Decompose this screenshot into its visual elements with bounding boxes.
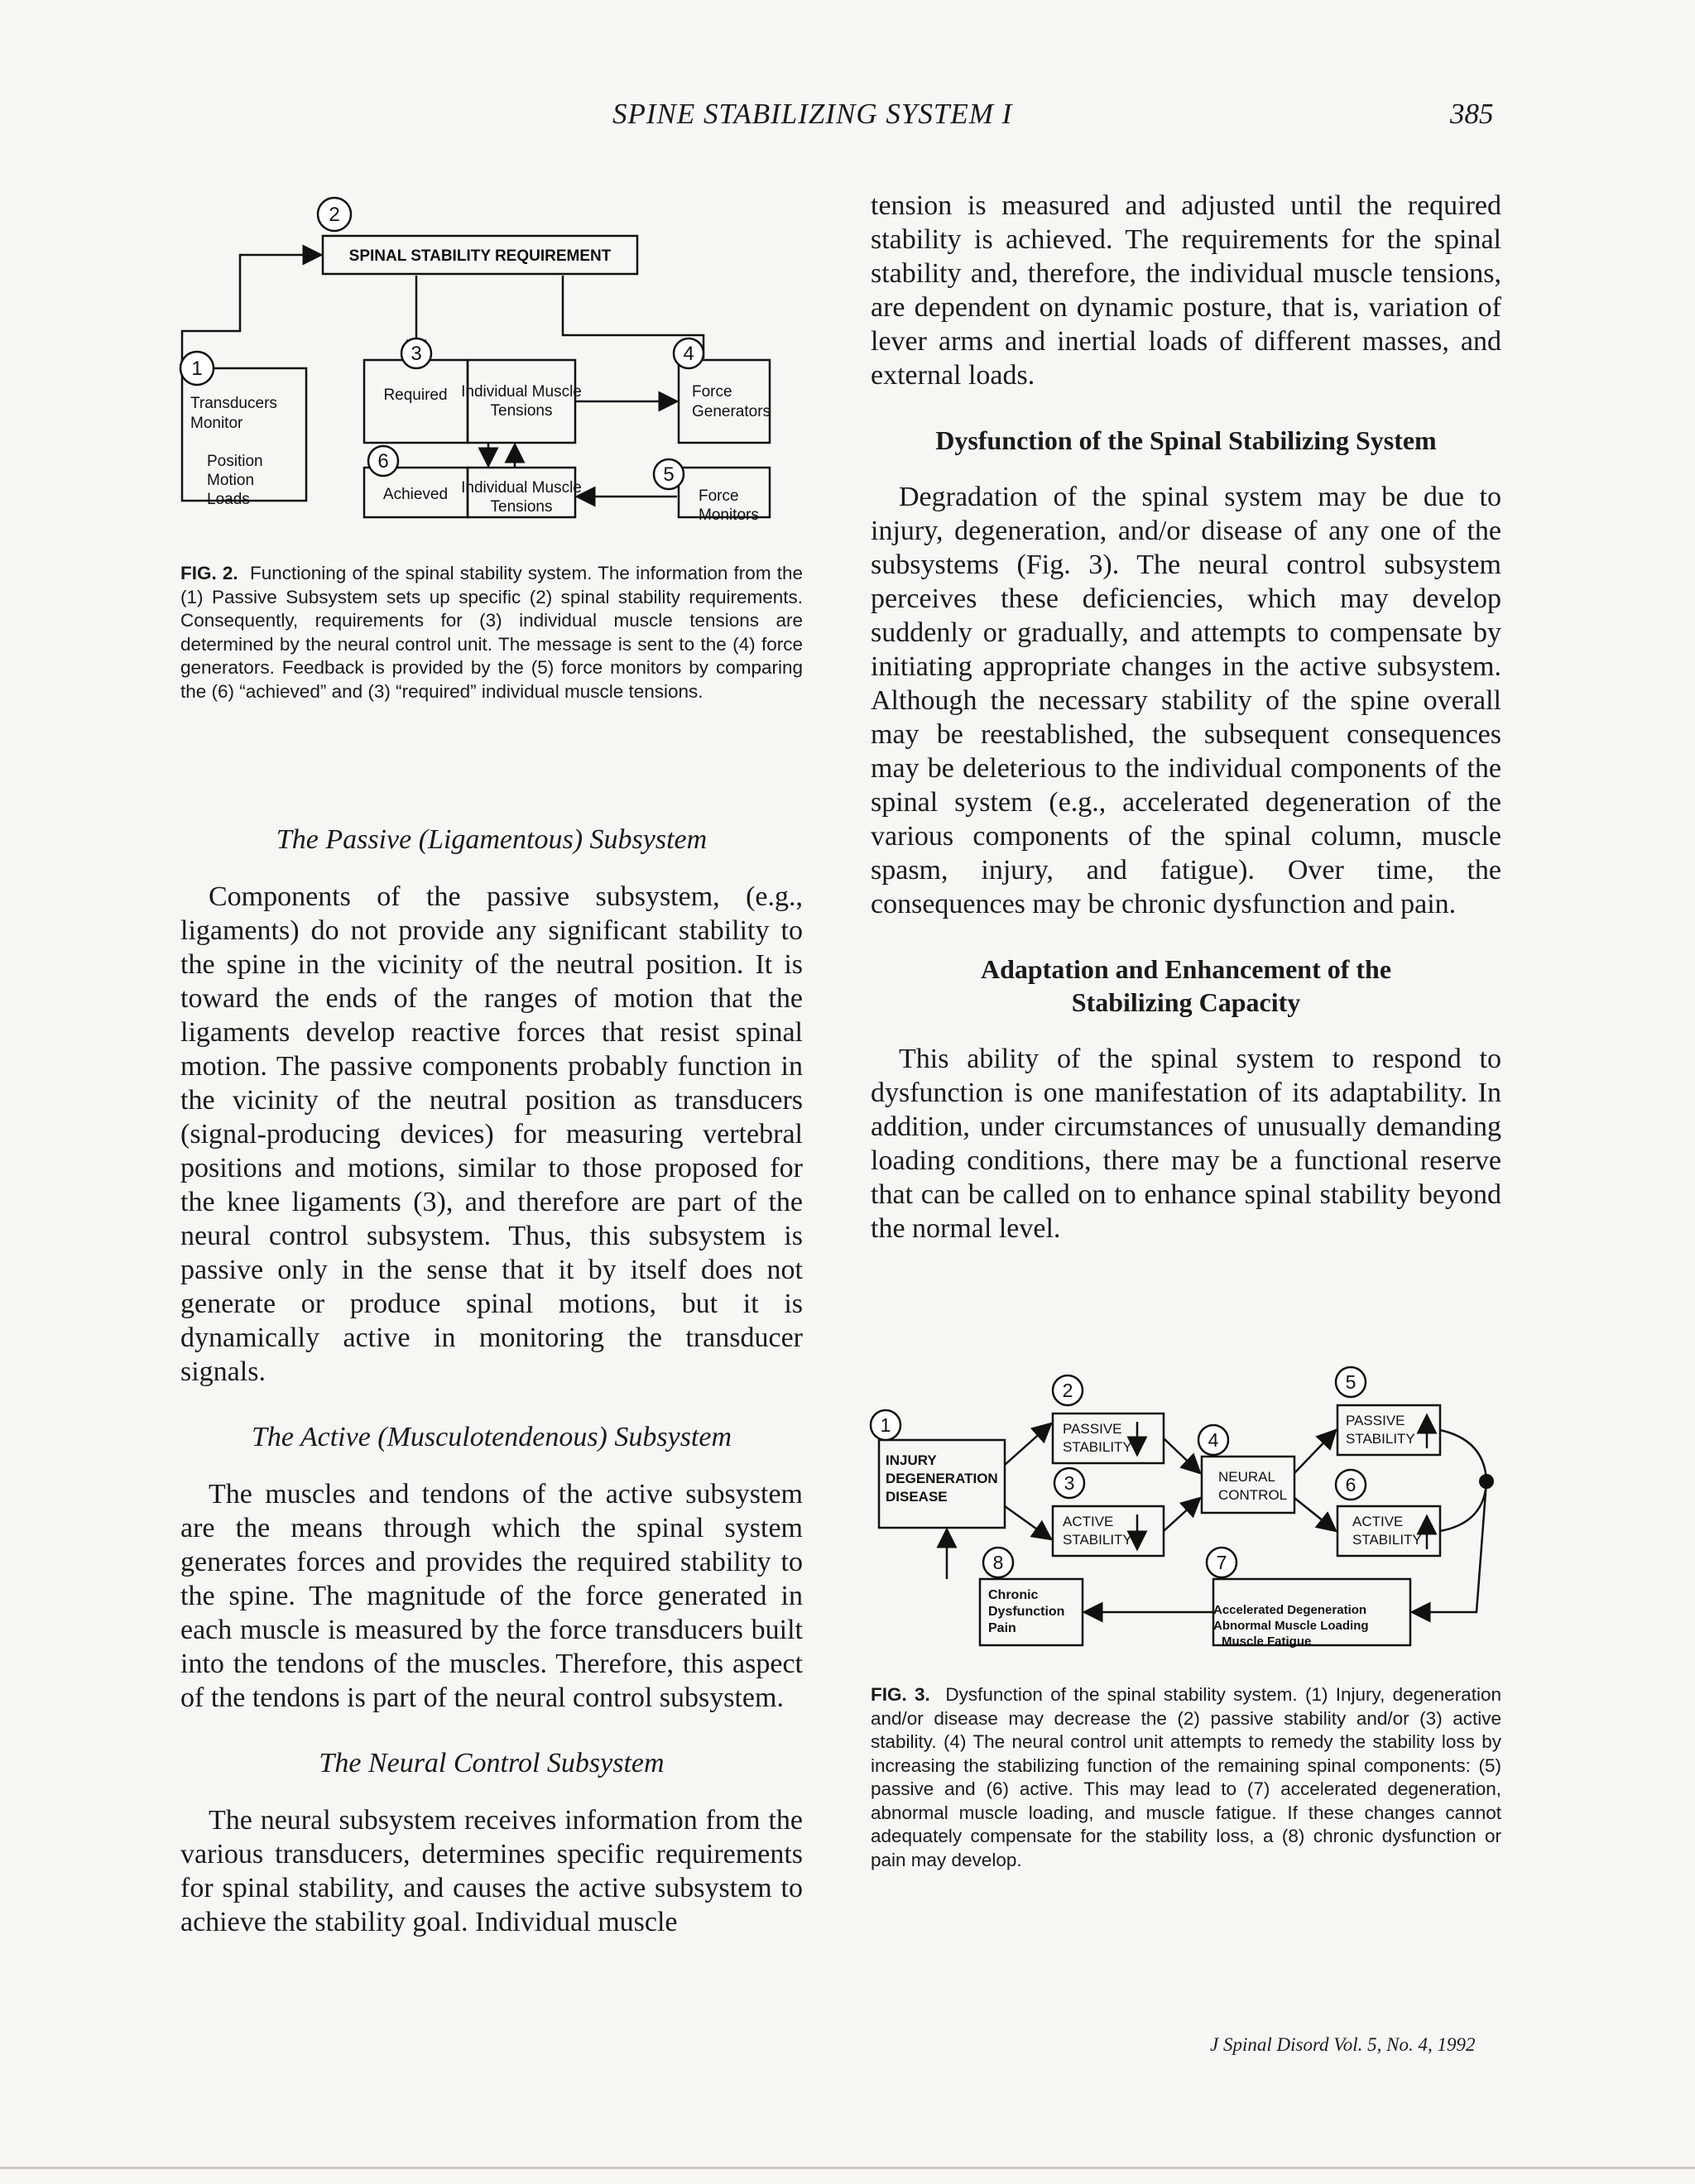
adaptation-heading: Stabilizing Capacity: [1071, 987, 1301, 1017]
fig2-tension-top-text: Individual Muscle: [461, 383, 582, 401]
fig2-label-3: 3: [411, 343, 422, 365]
page-bottom-rule: [0, 2167, 1695, 2169]
fig2-tension-top-box: [468, 360, 575, 443]
fig3-neural-text: CONTROL: [1218, 1487, 1288, 1503]
fig2-caption: [180, 562, 803, 703]
fig3-caption: [871, 1683, 1501, 1872]
fig3-accel-text: Accelerated Degeneration: [1213, 1603, 1367, 1617]
fig2-label-6: 6: [377, 450, 389, 473]
fig3-caption-text: Dysfunction of the spinal stability system. (1) Injury, degeneration and/or disease may decrease the (2) passive stability and/or (3) active stability. (4) The neural control unit attempts to remedy the stability loss by increasing the stabilizing function of the remaining spinal components: (5) passive and (6) active. This may lead to (7) accelerated degeneration, abnormal muscle loading, and muscle fatigue. If these changes cannot adequately compensate for the stability loss, a (8) chronic dysfunction or pain may develop.: [871, 1684, 1501, 1870]
fig3-injury-text: DEGENERATION: [886, 1471, 998, 1486]
fig3-accel-text: Muscle Fatigue: [1222, 1634, 1312, 1649]
fig3-injury-text: DISEASE: [886, 1489, 948, 1505]
fig3-chronic-text: Pain: [988, 1621, 1016, 1635]
fig2-transducers-text: Loads: [207, 491, 250, 508]
fig2-force-gen-text: Force: [692, 383, 732, 401]
running-title: SPINE STABILIZING SYSTEM I: [612, 98, 1013, 130]
fig2-transducers-text: Transducers: [190, 395, 277, 412]
fig2-force-mon-text: Monitors: [699, 506, 759, 524]
fig2-tension-top-text: Tensions: [490, 402, 553, 420]
fig3-passive-text: STABILITY: [1063, 1439, 1132, 1455]
fig3-label-8: 8: [992, 1552, 1004, 1573]
fig2-force-mon-text: Force: [699, 487, 739, 505]
fig2-label-4: 4: [683, 343, 694, 365]
dysfunction-paragraph: Degradation of the spinal system may be due to injury, degeneration, and/or disease of any one of the subsystems (Fig. 3). The neural control subsystem perceives these deficiencies, which may develop suddenly or gradually, and attempts to compensate by initiating appropriate changes in the active subsystem. Although the necessary stability of the spine overall may be reestablished, the subsequent consequences may be deleterious to the individual components of the spinal system (e.g., accelerated degeneration of the various components of the spinal column, muscle spasm, injury, and fatigue). Over time, the consequences may be chronic dysfunction and pain.: [871, 482, 1501, 919]
fig2-requirement-text: SPINAL STABILITY REQUIREMENT: [348, 247, 612, 265]
journal-citation: J Spinal Disord Vol. 5, No. 4, 1992: [1210, 2034, 1476, 2055]
active-paragraph: The muscles and tendons of the active subsystem are the means through which the spinal system generates forces and provides the required stability to the spine. The magnitude of the force generated in each muscle is measured by the force transducers built into the tendons of the muscles. Therefore, this aspect of the tendons is part of the neural control subsystem.: [180, 1479, 803, 1713]
fig2-caption-label: FIG. 2.: [180, 563, 238, 583]
adaptation-paragraph: This ability of the spinal system to respond to dysfunction is one manifestation of its adaptability. In addition, under circumstances of unusually demanding loading conditions, there may be a functional reserve that can be called on to enhance spinal stability beyond the normal level.: [871, 1044, 1501, 1244]
fig3-label-2: 2: [1062, 1380, 1073, 1401]
fig2-transducers-text: Motion: [207, 472, 255, 489]
fig2-label-5: 5: [663, 463, 675, 486]
fig2-force-generators-box: [679, 360, 770, 443]
fig3-label-3: 3: [1064, 1472, 1075, 1494]
neural-paragraph: The neural subsystem receives information from the various transducers, determines specific requirements for spinal stability, and causes the active subsystem to achieve the stability goal. Individual muscle: [180, 1805, 803, 1937]
fig3-diagram: [856, 1366, 1518, 1663]
fig3-label-4: 4: [1208, 1429, 1219, 1451]
fig3-active-text: ACTIVE: [1063, 1514, 1114, 1529]
fig3-injury-text: INJURY: [886, 1452, 937, 1468]
fig3-passive-r-text: STABILITY: [1346, 1431, 1415, 1447]
fig2-transducers-text: Monitor: [190, 415, 243, 432]
adaptation-heading: Adaptation and Enhancement of the: [980, 954, 1392, 984]
fig3-caption-label: FIG. 3.: [871, 1684, 930, 1705]
dysfunction-heading: Dysfunction of the Spinal Stabilizing System: [935, 425, 1437, 455]
passive-paragraph: Components of the passive subsystem, (e.g., ligaments) do not provide any significant stability to the spine in the vicinity of the neutral position. It is toward the ends of the ranges of motion that the ligaments develop reactive forces that resist spinal motion. The passive components probably function in the vicinity of the neutral position as transducers (signal-producing devices) for measuring vertebral positions and motions, similar to those proposed for the knee ligaments (3), and therefore are part of the neural control subsystem. Thus, this subsystem is passive only in the sense that it by itself does not generate or produce spinal motions, but it is dynamically active in monitoring the transducer signals.: [180, 881, 803, 1387]
fig2-tension-bottom-text: Individual Muscle: [461, 479, 582, 497]
fig2-transducers-text: Position: [207, 453, 263, 470]
fig3-active-r-text: STABILITY: [1352, 1532, 1422, 1548]
page-number: 385: [1450, 98, 1494, 130]
fig2-tension-bottom-text: Tensions: [490, 498, 553, 516]
fig3-passive-r-text: PASSIVE: [1346, 1413, 1405, 1428]
fig2-required-text: Required: [383, 386, 448, 404]
fig3-neural-text: NEURAL: [1218, 1469, 1275, 1485]
fig2-achieved-text: Achieved: [382, 486, 449, 503]
fig3-accel-text: Abnormal Muscle Loading: [1213, 1619, 1369, 1633]
fig3-active-text: STABILITY: [1063, 1532, 1132, 1548]
fig3-label-6: 6: [1345, 1474, 1356, 1495]
fig3-label-1: 1: [880, 1414, 891, 1436]
left-column: [180, 823, 803, 1939]
fig2-label-1: 1: [191, 358, 203, 380]
fig3-chronic-text: Dysfunction: [988, 1605, 1065, 1619]
fig3-label-5: 5: [1345, 1371, 1356, 1393]
right-column: [871, 189, 1501, 1246]
continued-paragraph: tension is measured and adjusted until the required stability is achieved. The requirements for the spinal stability and, therefore, the individual muscle tensions, are dependent on dynamic posture, that is, variation of lever arms and inertial loads of different masses, and external loads.: [871, 190, 1501, 391]
fig2-diagram: [166, 194, 819, 526]
fig3-junction-dot: [1479, 1474, 1494, 1489]
neural-heading: The Neural Control Subsystem: [319, 1748, 665, 1778]
fig2-label-2: 2: [329, 204, 340, 226]
fig3-label-7: 7: [1216, 1552, 1227, 1573]
fig3-chronic-text: Chronic: [988, 1588, 1039, 1602]
fig2-caption-text: Functioning of the spinal stability system. The information from the (1) Passive Subsystem sets up specific (2) spinal stability requirements. Consequently, requirements for (3) individual muscle tensions are determined by the neural control unit. The message is sent to the (4) force generators. Feedback is provided by the (5) force monitors by comparing the (6) “achieved” and (3) “required” individual muscle tensions.: [180, 563, 803, 702]
fig3-passive-text: PASSIVE: [1063, 1421, 1122, 1437]
fig2-force-gen-text: Generators: [692, 403, 771, 420]
passive-heading: The Passive (Ligamentous) Subsystem: [276, 824, 708, 855]
fig3-neural-box: [1202, 1457, 1294, 1513]
active-heading: The Active (Musculotendenous) Subsystem: [251, 1422, 732, 1452]
fig3-active-r-text: ACTIVE: [1352, 1514, 1404, 1529]
